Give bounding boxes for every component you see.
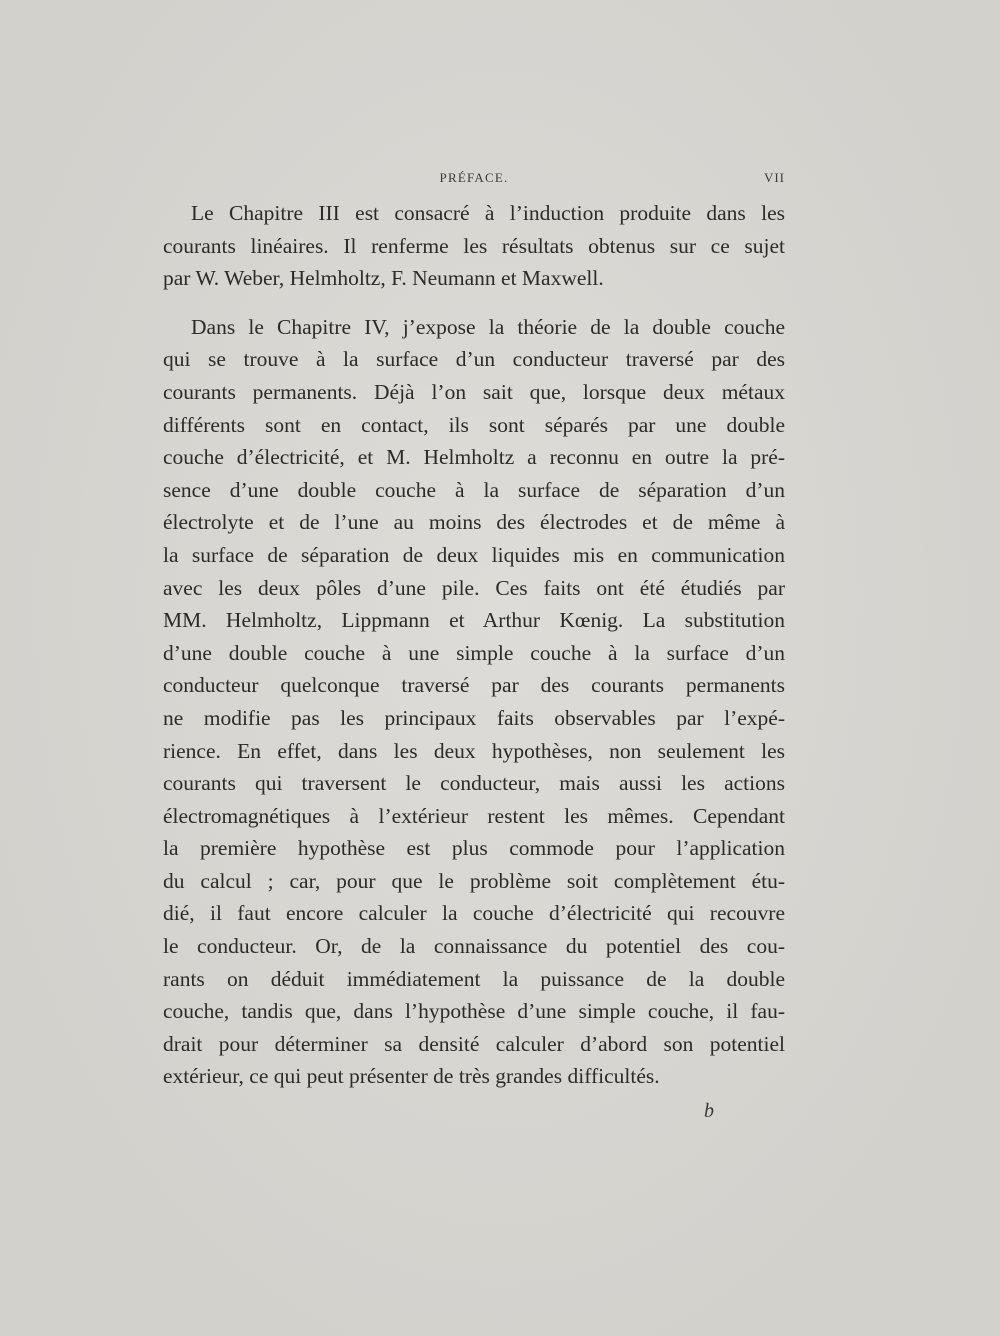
text-line: du calcul ; car, pour que le problème soit complètement étu-: [163, 868, 785, 893]
running-title: PRÉFACE.: [439, 170, 509, 185]
text-line: extérieur, ce qui peut présenter de très grandes difficultés.: [163, 1064, 660, 1089]
text-line: différents sont en contact, ils sont séparés par une double: [163, 412, 785, 437]
text-line: par W. Weber, Helmholtz, F. Neumann et Maxwell.: [163, 266, 604, 291]
paragraph-chapter-three: [163, 197, 785, 295]
text-line: électrolyte et de l’une au moins des électrodes et de même à: [163, 510, 785, 535]
paragraph-chapter-four: [163, 311, 785, 1093]
text-line: courants qui traversent le conducteur, mais aussi les actions: [163, 771, 785, 796]
text-line: la surface de séparation de deux liquides mis en communication: [163, 542, 785, 567]
text-line: MM. Helmholtz, Lippmann et Arthur Kœnig. La substitution: [163, 608, 785, 633]
text-line: rants on déduit immédiatement la puissance de la double: [163, 966, 785, 991]
text-line: courants linéaires. Il renferme les résultats obtenus sur ce sujet: [163, 233, 785, 258]
body-text: [163, 197, 785, 1093]
text-line: conducteur quelconque traversé par des courants permanents: [163, 673, 785, 698]
text-line: rience. En effet, dans les deux hypothèses, non seulement les: [163, 738, 785, 763]
running-head: [163, 170, 785, 190]
text-line: qui se trouve à la surface d’un conducteur traversé par des: [163, 347, 785, 372]
text-line: courants permanents. Déjà l’on sait que, lorsque deux métaux: [163, 379, 785, 404]
text-line: ne modifie pas les principaux faits observables par l’expé-: [163, 705, 785, 730]
text-line: le conducteur. Or, de la connaissance du potentiel des cou-: [163, 934, 785, 959]
text-line: dié, il faut encore calculer la couche d’électricité qui recouvre: [163, 901, 785, 926]
text-line: drait pour déterminer sa densité calculer d’abord son potentiel: [163, 1031, 785, 1056]
signature-mark: b: [704, 1100, 714, 1122]
text-line: d’une double couche à une simple couche à la surface d’un: [163, 640, 785, 665]
text-line: sence d’une double couche à la surface de séparation d’un: [163, 477, 785, 502]
page-number: VII: [763, 170, 785, 185]
text-line: électromagnétiques à l’extérieur restent les mêmes. Cependant: [163, 803, 785, 828]
text-line: Dans le Chapitre IV, j’expose la théorie de la double couche: [191, 314, 785, 339]
text-line: la première hypothèse est plus commode pour l’application: [163, 836, 785, 861]
text-line: couche d’électricité, et M. Helmholtz a reconnu en outre la pré-: [163, 445, 785, 470]
text-line: couche, tandis que, dans l’hypothèse d’une simple couche, il fau-: [163, 999, 785, 1024]
text-line: avec les deux pôles d’une pile. Ces faits ont été étudiés par: [163, 575, 785, 600]
paragraph-gap: [163, 295, 785, 311]
text-line: Le Chapitre III est consacré à l’induction produite dans les: [191, 201, 785, 225]
